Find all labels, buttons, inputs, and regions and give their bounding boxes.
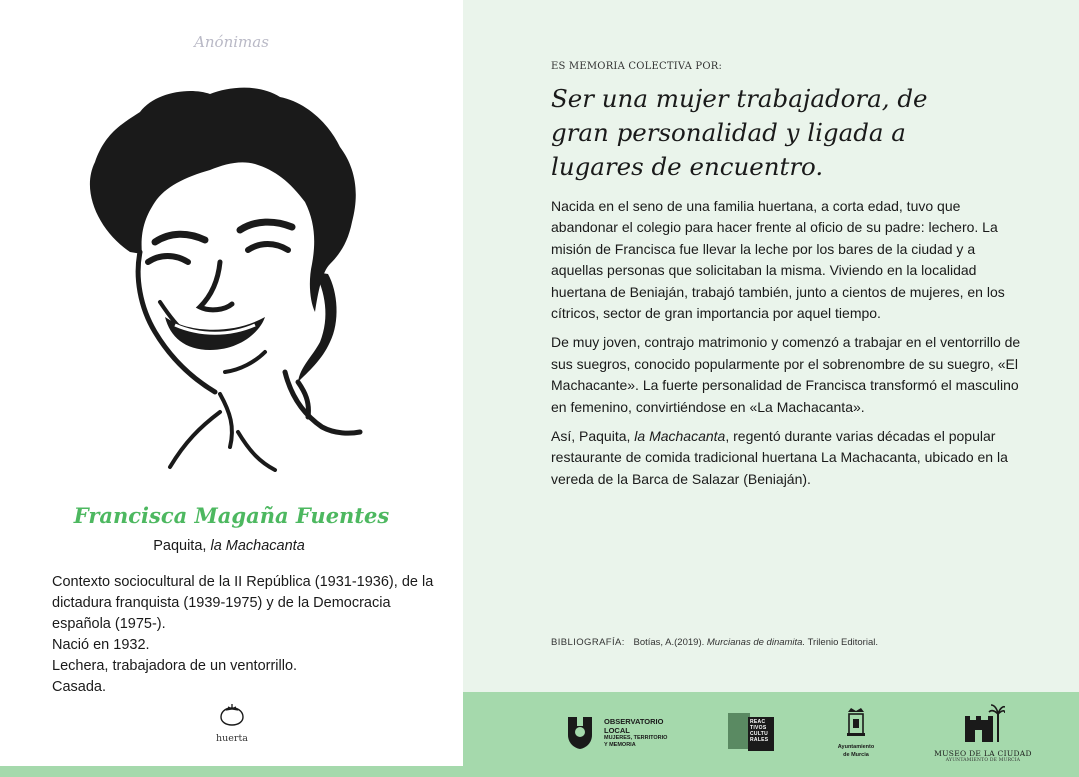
reactivos-culturales-logo xyxy=(728,713,776,755)
bibliography-title: Murcianas de dinamita. xyxy=(706,637,806,648)
left-footer-strip xyxy=(0,766,463,777)
fact-context: Contexto sociocultural de la II República (1931-1936), de la dictadura franquista (1939-1975) y de la Democracia española (1975-). xyxy=(52,574,434,632)
headline: Ser una mujer trabajadora, de gran personalidad y ligada a lugares de encuentro. xyxy=(551,84,928,181)
nickname-italic: la Machacanta xyxy=(210,538,305,554)
nickname-prefix: Paquita, xyxy=(153,538,207,554)
bibliography-author: Botías, A.(2019). xyxy=(633,637,705,648)
reactivos-tile xyxy=(728,713,750,749)
series-title: Anónimas xyxy=(194,33,269,51)
paragraph-3-end: , regentó durante varias décadas el popular restaurante de comida tradicional huertana La Machacanta, ubicado en la vereda de la Barca de Salazar (Beniaján). xyxy=(551,428,1008,487)
shield-icon xyxy=(568,717,592,749)
paragraph-1: Nacida en el seno de una familia huertana, a corta edad, tuvo que abandonar el colegio para hacer frente al oficio de su padre: lechero. La misión de Francisca fue llevar la leche por los bares de la ciudad y a aquellas personas que solicitaban la misma. Viviendo en la localidad huertana de Beniaján, trabajó también, junto a cientos de mujeres, en los cítricos, sector de gran importancia por aquel tiempo. xyxy=(551,198,1005,322)
huerta-label: huerta xyxy=(216,733,248,744)
paragraph-3-italic: la Machacanta xyxy=(634,428,726,445)
observatorio-line1: OBSERVATORIO xyxy=(604,717,664,726)
body-text xyxy=(551,196,1023,498)
fact-status: Casada. xyxy=(52,679,107,695)
bibliography xyxy=(551,637,1051,648)
eyebrow-heading: ES MEMORIA COLECTIVA POR: xyxy=(551,61,723,72)
ayuntamiento-line2: de Murcia xyxy=(843,752,869,758)
bibliography-key: BIBLIOGRAFÍA: xyxy=(551,637,625,648)
paragraph-3-start: Así, Paquita, xyxy=(551,428,631,445)
person-name: Francisca Magaña Fuentes xyxy=(73,503,390,528)
museo-subtitle: AYUNTAMIENTO DE MURCIA xyxy=(945,758,1021,763)
huerta-logo xyxy=(212,702,252,744)
bibliography-publisher: Trilenio Editorial. xyxy=(807,637,878,648)
observatorio-line4: Y MEMORIA xyxy=(604,742,636,748)
portrait-illustration xyxy=(60,82,380,472)
paragraph-3 xyxy=(551,426,1023,490)
tomato-icon xyxy=(219,702,245,726)
crown-crest-icon xyxy=(845,706,867,738)
observatorio-line3: MUJERES, TERRITORIO xyxy=(604,735,668,741)
fact-occupation: Lechera, trabajadora de un ventorrillo. xyxy=(52,658,298,674)
ayuntamiento-line1: Ayuntamiento xyxy=(837,744,875,750)
paragraph-2: De muy joven, contrajo matrimonio y comenzó a trabajar en el ventorrillo de sus suegros, conocido popularmente por el sobrenombre de su suegro, «El Machacante». La fuerte personalidad de Francisca transformó el masculino en femenino, convirtiéndose en «La Machacanta». xyxy=(551,334,1021,415)
fact-birth: Nació en 1932. xyxy=(52,637,150,653)
castle-palm-icon xyxy=(961,702,1005,742)
observatorio-text xyxy=(604,717,667,749)
right-page xyxy=(463,0,1079,692)
museo-title: MUSEO DE LA CIUDAD xyxy=(934,749,1032,758)
observatorio-line2: LOCAL xyxy=(604,726,630,735)
left-page xyxy=(0,0,463,777)
facts-list xyxy=(52,572,442,698)
nickname xyxy=(0,538,458,554)
footer-logos xyxy=(463,692,1079,777)
reactivos-text: REAC TIVOS CULTU RALES xyxy=(748,717,774,751)
museo-logo xyxy=(933,702,1033,763)
ayuntamiento-logo xyxy=(831,706,881,759)
